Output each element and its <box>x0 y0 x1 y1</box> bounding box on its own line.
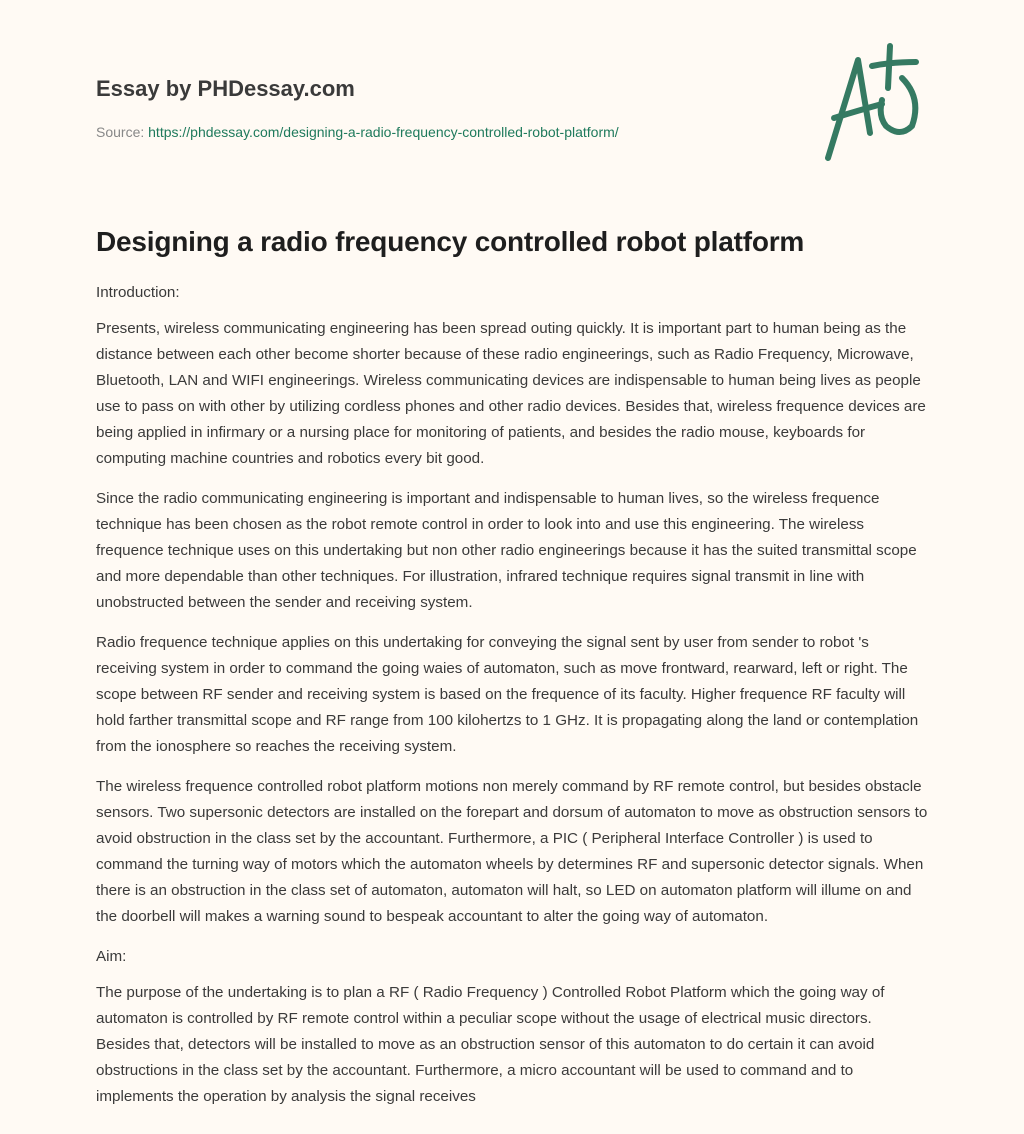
article-title: Designing a radio frequency controlled robot platform <box>96 226 805 257</box>
source-line <box>96 124 619 140</box>
source-label: Source: <box>96 124 145 140</box>
site-title: Essay by PHDessay.com <box>96 76 355 101</box>
a-plus-logo-icon <box>820 38 930 163</box>
source-link[interactable]: https://phdessay.com/designing-a-radio-frequency-controlled-robot-platform/ <box>148 124 619 140</box>
paragraph: Radio frequence technique applies on this undertaking for conveying the signal sent by user from sender to robot 's receiving system in order to command the going waies of automaton, such as move frontward, rearward, left or right. The scope between RF sender and receiving system is based on the frequence of its faculty. Higher frequence RF faculty will hold farther transmittal scope and RF range from 100 kilohertzs to 1 GHz. It is propagating along the land or contemplation from the ionosphere so reaches the receiving system. <box>96 634 919 755</box>
paragraph: Presents, wireless communicating engineering has been spread outing quickly. It is important part to human being as the distance between each other become shorter because of these radio engineerings, such as Radio Frequency, Microwave, Bluetooth, LAN and WIFI engineerings. Wireless communicating devices are indispensable to human being lives as people use to pass on with other by utilizing cordless phones and other radio devices. Besides that, wireless frequence devices are being applied in infirmary or a nursing place for monitoring of patients, and besides the radio mouse, keyboards for computing machine countries and robotics every bit good. <box>96 320 926 467</box>
site-header <box>96 76 619 140</box>
article <box>96 226 930 1124</box>
section-label-aim: Aim: <box>96 948 127 965</box>
paragraph: The purpose of the undertaking is to plan a RF ( Radio Frequency ) Controlled Robot Platform which the going way of automaton is controlled by RF remote control within a peculiar scope without the usage of electrical music directors. Besides that, detectors will be installed to move as an obstruction sensor of this automaton to do certain it can avoid obstructions in the class set by the accountant. Furthermore, a micro accountant will be used to command and to implements the operation by analysis the signal receives <box>96 984 885 1105</box>
paragraph: Since the radio communicating engineering is important and indispensable to human lives, so the wireless frequence technique has been chosen as the robot remote control in order to look into and use this engineering. The wireless frequence technique uses on this undertaking but non other radio engineerings because it has the suited transmittal scope and more dependable than other techniques. For illustration, infrared technique requires signal transmit in line with unobstructed between the sender and receiving system. <box>96 490 917 611</box>
paragraph: The wireless frequence controlled robot platform motions non merely command by RF remote control, but besides obstacle sensors. Two supersonic detectors are installed on the forepart and dorsum of automaton to move as obstruction sensors to avoid obstruction in the class set by the accountant. Furthermore, a PIC ( Peripheral Interface Controller ) is used to command the turning way of motors which the automaton wheels by determines RF and supersonic detector signals. When there is an obstruction in the class set of automaton, automaton will halt, so LED on automaton platform will illume on and the doorbell will makes a warning sound to bespeak accountant to alter the going way of automaton. <box>96 778 928 925</box>
section-label-introduction: Introduction: <box>96 284 180 301</box>
